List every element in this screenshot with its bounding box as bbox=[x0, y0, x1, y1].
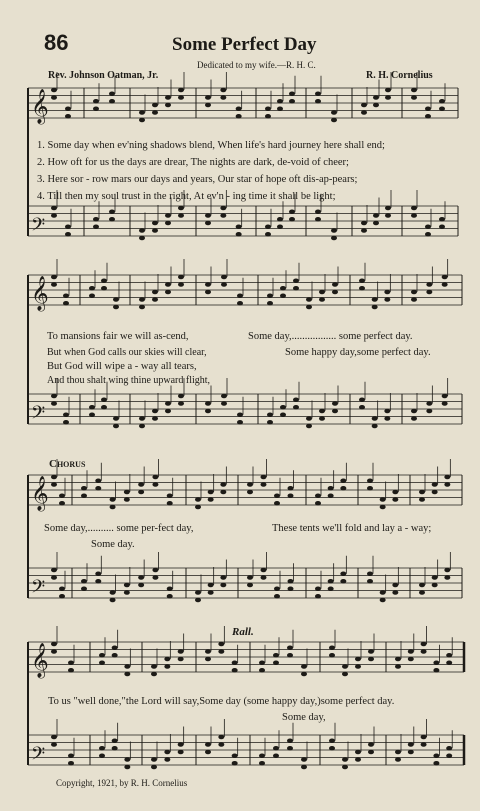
svg-text:𝄞: 𝄞 bbox=[31, 476, 49, 511]
staff-6 bbox=[28, 552, 462, 602]
system2-verse-line-1: To mansions fair we will as-cend, bbox=[47, 331, 189, 342]
svg-text:𝄢: 𝄢 bbox=[31, 744, 46, 769]
svg-text:𝄢: 𝄢 bbox=[31, 403, 46, 428]
chorus-label: Chorus bbox=[49, 458, 86, 470]
system2-verse-line-2: But when God calls our skies will clear, bbox=[47, 347, 207, 358]
system2-refrain-a: Some day,................. some perfect day. bbox=[248, 331, 413, 342]
verse-4: 4. Till then my soul trust in the right, At ev'n - ing time it shall be light; bbox=[37, 191, 336, 202]
verse-2: 2. How oft for us the days are drear, The nights are dark, de-void of cheer; bbox=[37, 157, 349, 168]
svg-text:𝄞: 𝄞 bbox=[31, 276, 49, 311]
staff-5 bbox=[28, 459, 462, 512]
system2-refrain-b: Some happy day,some perfect day. bbox=[285, 347, 431, 358]
verse-3: 3. Here sor - row mars our days and years, Our star of hope oft dis-ap-pears; bbox=[37, 174, 358, 185]
chorus-line1-a: Some day,.......... some per-fect day, bbox=[44, 523, 194, 534]
verse-1: 1. Some day when ev'ning shadows blend, When life's hard journey here shall end; bbox=[37, 140, 385, 151]
hymn-number: 86 bbox=[44, 30, 69, 55]
composer: R. H. Cornelius bbox=[366, 70, 433, 81]
system2-verse-line-3: But God will wipe a - way all tears, bbox=[47, 361, 197, 372]
staff-3 bbox=[28, 259, 462, 312]
svg-text:𝄞: 𝄞 bbox=[31, 643, 49, 678]
chorus-line1-b: These tents we'll fold and lay a - way; bbox=[272, 523, 432, 534]
svg-text:𝄞: 𝄞 bbox=[31, 89, 49, 124]
svg-text:𝄢: 𝄢 bbox=[31, 577, 46, 602]
chorus-line2: To us "well done,"the Lord will say,Some day (some happy day,)some perfect day. bbox=[48, 696, 395, 707]
dedication: Dedicated to my wife.—R. H. C. bbox=[197, 60, 316, 70]
svg-text:𝄢: 𝄢 bbox=[31, 215, 46, 240]
chorus-line1-echo: Some day. bbox=[91, 539, 135, 550]
copyright: Copyright, 1921, by R. H. Cornelius bbox=[56, 778, 188, 788]
rall-marking: Rall. bbox=[232, 626, 254, 638]
hymn-title: Some Perfect Day bbox=[172, 34, 317, 55]
system2-verse-line-4: And thou shalt wing thine upward flight, bbox=[47, 375, 211, 386]
staff-8 bbox=[28, 719, 464, 769]
chorus-line2-echo: Some day, bbox=[282, 712, 326, 723]
lyricist: Rev. Johnson Oatman, Jr. bbox=[48, 70, 159, 81]
